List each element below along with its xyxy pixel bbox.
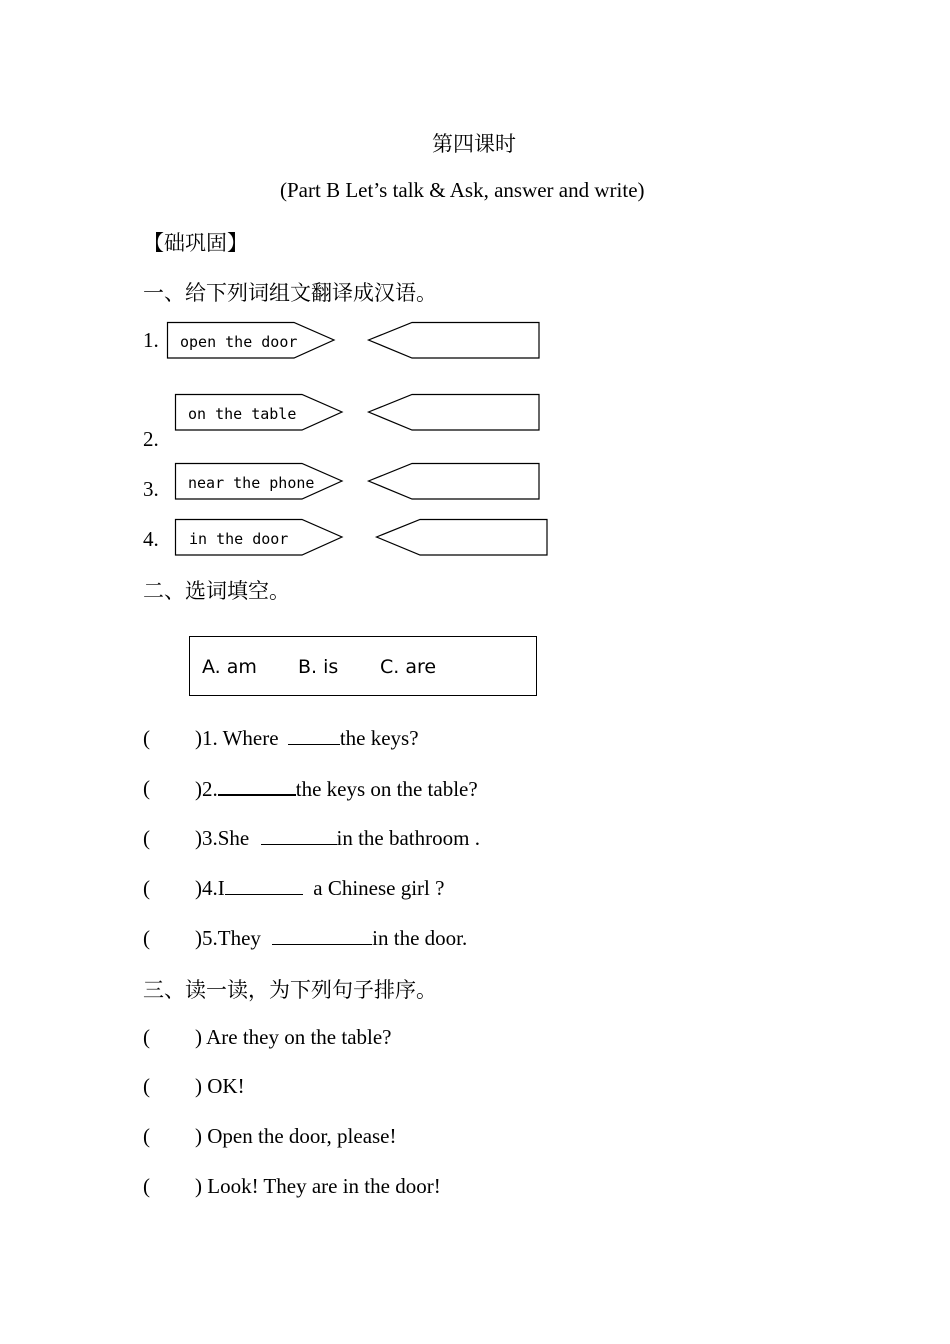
question-text: the keys?: [339, 726, 419, 750]
item-number: 3.: [143, 477, 159, 501]
fill-question: [195, 776, 478, 802]
order-paren[interactable]: (: [143, 1074, 150, 1098]
answer-arrow-box[interactable]: [368, 394, 542, 432]
item-number: 1.: [143, 328, 159, 352]
section-tag: 【础巩固】: [143, 231, 248, 255]
answer-arrow-box[interactable]: [368, 322, 542, 360]
section1-heading: 一、给下列词组文翻译成汉语。: [143, 281, 437, 305]
order-sentence: ) Look! They are in the door!: [195, 1174, 441, 1198]
item-number: 2.: [143, 427, 159, 451]
answer-blank[interactable]: [261, 826, 337, 845]
question-text: )3.She: [195, 826, 255, 850]
order-sentence: ) Are they on the table?: [195, 1025, 392, 1049]
answer-paren[interactable]: (: [143, 876, 150, 900]
answer-paren[interactable]: (: [143, 926, 150, 950]
fill-question: [195, 876, 444, 901]
phrase-text: on the table: [188, 405, 297, 423]
answer-arrow-box[interactable]: [368, 463, 542, 501]
answer-paren[interactable]: (: [143, 776, 150, 800]
question-text: in the bathroom .: [336, 826, 480, 850]
answer-blank[interactable]: [272, 926, 372, 945]
order-paren[interactable]: (: [143, 1025, 150, 1049]
order-paren[interactable]: (: [143, 1124, 150, 1148]
answer-blank[interactable]: [218, 776, 296, 796]
question-text: a Chinese girl ?: [302, 876, 445, 900]
fill-question: [195, 826, 480, 851]
question-text: )4.I: [195, 876, 225, 900]
order-paren[interactable]: (: [143, 1174, 150, 1198]
phrase-text: open the door: [180, 333, 298, 351]
item-number: 4.: [143, 527, 159, 551]
order-sentence: ) OK!: [195, 1074, 245, 1098]
question-text: )1. Where: [195, 726, 284, 750]
word-options-box: [189, 636, 537, 696]
fill-question: [195, 926, 467, 951]
lesson-title: 第四课时: [432, 132, 516, 156]
answer-arrow-box[interactable]: [376, 519, 550, 557]
order-sentence: ) Open the door, please!: [195, 1124, 397, 1148]
answer-blank[interactable]: [225, 876, 303, 895]
option-b: B. is: [298, 656, 339, 678]
fill-question: [195, 726, 419, 751]
section3-heading: 三、读一读，为下列句子排序。: [143, 978, 437, 1002]
option-c: C. are: [380, 656, 437, 678]
answer-blank[interactable]: [288, 726, 340, 745]
phrase-text: near the phone: [188, 474, 315, 492]
option-a: A. am: [202, 656, 257, 678]
question-text: in the door.: [372, 926, 468, 950]
section2-heading: 二、选词填空。: [143, 579, 290, 603]
answer-paren[interactable]: (: [143, 726, 150, 750]
phrase-text: in the door: [189, 530, 289, 548]
question-text: the keys on the table?: [295, 777, 478, 801]
question-text: )5.They: [195, 926, 267, 950]
question-text: )2.: [195, 777, 218, 801]
answer-paren[interactable]: (: [143, 826, 150, 850]
lesson-subtitle: (Part B Let’s talk & Ask, answer and write): [280, 178, 645, 202]
